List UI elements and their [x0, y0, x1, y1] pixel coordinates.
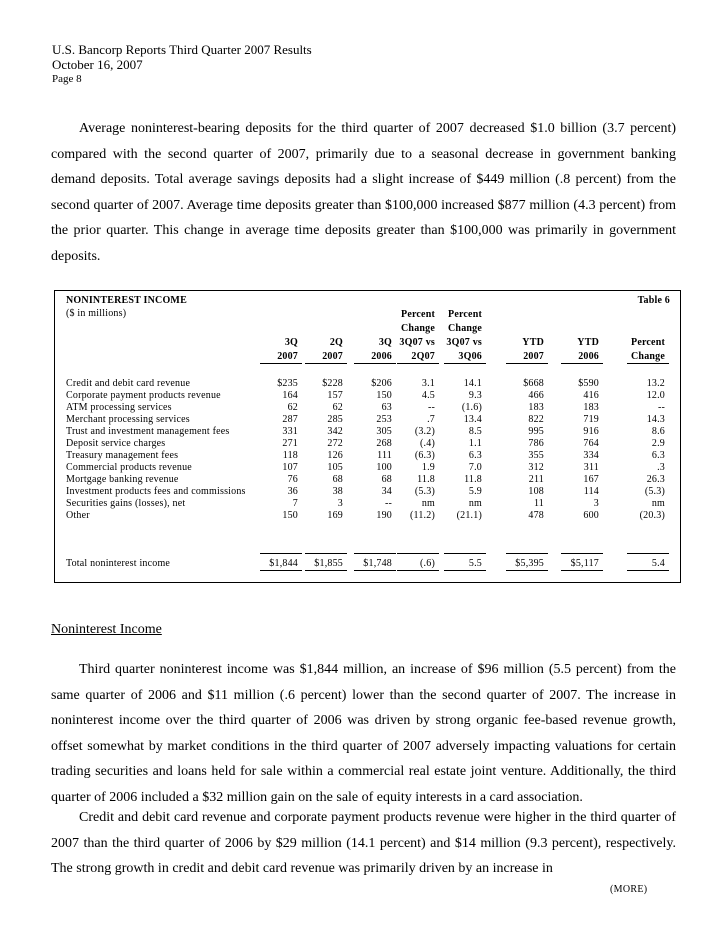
table-cell: nm	[651, 498, 665, 509]
table-cell: nm	[421, 498, 435, 509]
table-cell: 1.9	[421, 462, 435, 473]
paragraph-card-revenue: Credit and debit card revenue and corporate payment products revenue were higher in the third quarter of 2007 than the third quarter of 2006 by $29 million (14.1 percent) and $14 million (9.3 percent), respectively. The strong growth in credit and debit card revenue was primarily driven by an increase in	[51, 810, 676, 876]
total-cell: 5.5	[468, 558, 482, 569]
header-underline	[305, 363, 347, 364]
table-cell: 11.8	[417, 474, 435, 485]
page-number: Page 8	[52, 73, 82, 85]
total-cell: $1,748	[363, 558, 392, 569]
total-cell: $5,395	[515, 558, 544, 569]
column-header: 2007	[523, 351, 544, 362]
table-cell: 76	[287, 474, 298, 485]
row-label: Corporate payment products revenue	[66, 390, 221, 401]
header-underline	[444, 363, 486, 364]
table-cell: .7	[427, 414, 435, 425]
column-header: 2007	[277, 351, 298, 362]
column-header: Change	[631, 351, 665, 362]
table-cell: 3.1	[421, 378, 435, 389]
table-cell: 416	[583, 390, 599, 401]
column-header: 3Q07 vs	[446, 337, 482, 348]
table-cell: 100	[376, 462, 392, 473]
header-date: October 16, 2007	[52, 57, 143, 72]
table-cell: 108	[528, 486, 544, 497]
table-number: Table 6	[637, 295, 670, 306]
table-cell: $228	[322, 378, 343, 389]
table-cell: 764	[583, 438, 599, 449]
table-cell: (3.2)	[414, 426, 435, 437]
table-cell: 38	[332, 486, 343, 497]
table-cell: 268	[376, 438, 392, 449]
total-overline	[561, 553, 603, 554]
table-cell: 4.5	[421, 390, 435, 401]
header-underline	[354, 363, 396, 364]
table-cell: 5.9	[468, 486, 482, 497]
column-header: Percent	[448, 309, 482, 320]
table-cell: 118	[282, 450, 298, 461]
table-cell: (5.3)	[414, 486, 435, 497]
header-underline	[260, 363, 302, 364]
table-cell: 150	[282, 510, 298, 521]
table-cell: 114	[583, 486, 599, 497]
total-underline	[354, 570, 396, 571]
column-header: YTD	[577, 337, 599, 348]
table-cell: 311	[583, 462, 599, 473]
table-cell: 331	[282, 426, 298, 437]
column-header: 2007	[322, 351, 343, 362]
table-cell: 305	[376, 426, 392, 437]
column-header: 3Q	[284, 337, 298, 348]
total-cell: (.6)	[420, 558, 435, 569]
table-cell: 164	[282, 390, 298, 401]
header-underline	[397, 363, 439, 364]
table-cell: 822	[528, 414, 544, 425]
table-cell: 287	[282, 414, 298, 425]
table-cell: 126	[327, 450, 343, 461]
column-header: Percent	[631, 337, 665, 348]
table-cell: 466	[528, 390, 544, 401]
header-underline	[561, 363, 603, 364]
table-title: NONINTEREST INCOME	[66, 295, 187, 306]
table-cell: 26.3	[646, 474, 665, 485]
section-title: Noninterest Income	[51, 622, 162, 637]
table-cell: 9.3	[468, 390, 482, 401]
table-cell: 167	[583, 474, 599, 485]
column-header: 3Q07 vs	[399, 337, 435, 348]
column-header: Percent	[401, 309, 435, 320]
table-cell: 68	[381, 474, 392, 485]
table-cell: (6.3)	[414, 450, 435, 461]
total-underline	[444, 570, 486, 571]
table-cell: 105	[327, 462, 343, 473]
paragraph-noninterest-income: Third quarter noninterest income was $1,844 million, an increase of $96 million (5.5 percent) from the same quarter of 2006 and $11 million (.6 percent) lower than the second quarter of 2007. The increase in noninterest income over the third quarter of 2006 was driven by strong organic fee-based revenue growth, offset somewhat by market conditions in the third quarter of 2007 adversely impacting valuations for certain trading securities and loans held for sale within a commercial real estate joint venture. Additionally, the third quarter of 2006 included a $32 million gain on the sale of equity interests in a card association.	[51, 662, 676, 805]
total-underline	[305, 570, 347, 571]
row-label: Treasury management fees	[66, 450, 179, 461]
table-cell: $590	[578, 378, 599, 389]
column-header: 2Q	[329, 337, 343, 348]
table-cell: 600	[583, 510, 599, 521]
header-underline	[627, 363, 669, 364]
table-cell: 183	[583, 402, 599, 413]
table-cell: 157	[327, 390, 343, 401]
table-cell: 150	[376, 390, 392, 401]
row-label: Trust and investment management fees	[66, 426, 230, 437]
table-cell: (11.2)	[410, 510, 435, 521]
column-header: 3Q06	[458, 351, 482, 362]
noninterest-income-table	[54, 290, 681, 583]
table-cell: 786	[528, 438, 544, 449]
table-cell: 36	[287, 486, 298, 497]
total-overline	[627, 553, 669, 554]
table-cell: 7.0	[468, 462, 482, 473]
table-cell: 1.1	[468, 438, 482, 449]
table-cell: 107	[282, 462, 298, 473]
table-cell: 13.2	[646, 378, 665, 389]
table-cell: 2.9	[651, 438, 665, 449]
table-cell: 995	[528, 426, 544, 437]
column-header: YTD	[522, 337, 544, 348]
column-header: Change	[401, 323, 435, 334]
column-header: 2Q07	[411, 351, 435, 362]
total-overline	[260, 553, 302, 554]
paragraph-deposits: Average noninterest-bearing deposits for the third quarter of 2007 decreased $1.0 billion (3.7 percent) compared with the second quarter of 2007, primarily due to a seasonal decrease in government banking demand deposits. Total average savings deposits had a slight increase of $449 million (.8 percent) from the second quarter of 2007. Average time deposits greater than $100,000 increased $877 million (4.3 percent) from the prior quarter. This change in average time deposits greater than $100,000 was primarily in government deposits.	[51, 121, 676, 264]
table-cell: $668	[523, 378, 544, 389]
table-cell: 111	[377, 450, 392, 461]
total-underline	[397, 570, 439, 571]
column-header: Change	[448, 323, 482, 334]
column-header: 2006	[578, 351, 599, 362]
table-cell: 916	[583, 426, 599, 437]
table-cell: 3	[337, 498, 343, 509]
table-cell: 169	[327, 510, 343, 521]
table-cell: (21.1)	[456, 510, 482, 521]
table-cell: 11.8	[464, 474, 482, 485]
table-cell: .3	[657, 462, 665, 473]
row-label: Deposit service charges	[66, 438, 166, 449]
document-header	[52, 42, 312, 87]
table-cell: (.4)	[420, 438, 435, 449]
header-title: U.S. Bancorp Reports Third Quarter 2007 Results	[52, 42, 312, 57]
total-underline	[260, 570, 302, 571]
table-cell: 7	[292, 498, 298, 509]
table-units: ($ in millions)	[66, 308, 127, 319]
total-cell: 5.4	[651, 558, 665, 569]
table-cell: 355	[528, 450, 544, 461]
table-cell: 6.3	[651, 450, 665, 461]
table-cell: 11	[533, 498, 544, 509]
table-cell: --	[657, 402, 665, 413]
table-cell: 342	[327, 426, 343, 437]
table-cell: 253	[376, 414, 392, 425]
table-cell: 68	[332, 474, 343, 485]
table-cell: 6.3	[468, 450, 482, 461]
header-underline	[506, 363, 548, 364]
table-cell: 272	[327, 438, 343, 449]
table-cell: 14.3	[646, 414, 665, 425]
table-cell: 63	[381, 402, 392, 413]
table-cell: 271	[282, 438, 298, 449]
total-underline	[627, 570, 669, 571]
row-label: Mortgage banking revenue	[66, 474, 179, 485]
table-cell: (20.3)	[639, 510, 665, 521]
table-cell: 211	[528, 474, 544, 485]
total-cell: $1,844	[269, 558, 298, 569]
table-cell: 12.0	[646, 390, 665, 401]
table-cell: 13.4	[463, 414, 482, 425]
total-underline	[506, 570, 548, 571]
table-cell: nm	[468, 498, 482, 509]
table-cell: 190	[376, 510, 392, 521]
table-cell: 285	[327, 414, 343, 425]
table-cell: 719	[583, 414, 599, 425]
row-label: Commercial products revenue	[66, 462, 192, 473]
row-label: Securities gains (losses), net	[66, 498, 186, 509]
row-label: Merchant processing services	[66, 414, 190, 425]
table-cell: 8.5	[468, 426, 482, 437]
table-cell: 8.6	[651, 426, 665, 437]
table-cell: --	[427, 402, 435, 413]
table-cell: 62	[287, 402, 298, 413]
total-cell: $5,117	[570, 558, 599, 569]
total-overline	[506, 553, 548, 554]
total-underline	[561, 570, 603, 571]
table-cell: (5.3)	[644, 486, 665, 497]
total-row-label: Total noninterest income	[66, 558, 171, 569]
column-header: 2006	[371, 351, 392, 362]
row-label: Credit and debit card revenue	[66, 378, 191, 389]
table-cell: 478	[528, 510, 544, 521]
table-cell: (1.6)	[461, 402, 482, 413]
total-overline	[354, 553, 396, 554]
total-overline	[397, 553, 439, 554]
table-cell: $235	[277, 378, 298, 389]
total-overline	[305, 553, 347, 554]
table-cell: $206	[371, 378, 392, 389]
table-cell: 312	[528, 462, 544, 473]
more-indicator: (MORE)	[610, 884, 648, 895]
table-cell: 62	[332, 402, 343, 413]
table-cell: 34	[381, 486, 392, 497]
row-label: Investment products fees and commissions	[66, 486, 246, 497]
table-cell: 334	[583, 450, 599, 461]
table-cell: 14.1	[463, 378, 482, 389]
table-cell: 3	[593, 498, 599, 509]
row-label: ATM processing services	[66, 402, 172, 413]
table-cell: 183	[528, 402, 544, 413]
row-label: Other	[66, 510, 90, 521]
table-cell: --	[384, 498, 392, 509]
total-cell: $1,855	[314, 558, 343, 569]
column-header: 3Q	[378, 337, 392, 348]
total-overline	[444, 553, 486, 554]
